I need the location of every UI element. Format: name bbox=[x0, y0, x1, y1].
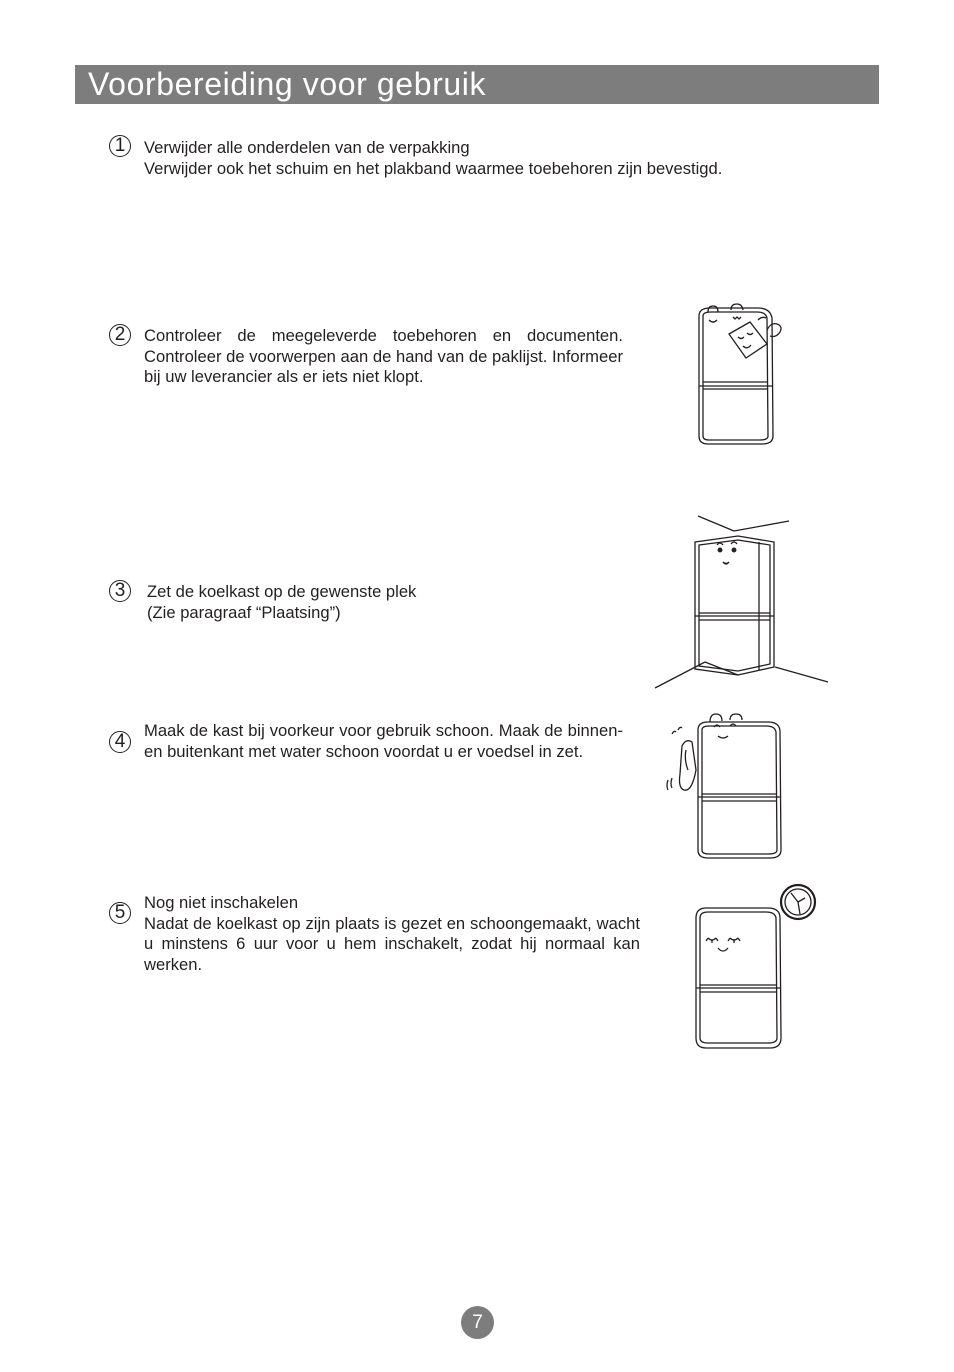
section-title-bar bbox=[75, 65, 879, 104]
page-number-badge: 7 bbox=[461, 1306, 494, 1339]
page-title: Voorbereiding voor gebruik bbox=[88, 66, 487, 102]
step-1-text bbox=[144, 138, 824, 179]
step-5-text bbox=[144, 893, 640, 975]
step-3-line-1: Zet de koelkast op de gewenste plek bbox=[147, 582, 417, 601]
step-5-number: 5 bbox=[109, 902, 131, 924]
step-5-heading: Nog niet inschakelen bbox=[144, 893, 299, 912]
step-1-number: 1 bbox=[109, 135, 131, 157]
fridge-in-corner-illustration bbox=[650, 512, 835, 692]
fridge-waiting-clock-illustration bbox=[690, 878, 825, 1053]
step-2-number: 2 bbox=[109, 324, 131, 346]
fridge-checklist-illustration bbox=[690, 298, 800, 448]
step-3-number: 3 bbox=[109, 580, 131, 602]
step-2-paragraph: Controleer de meegeleverde toebehoren en documenten. Controleer de voorwerpen aan de hand van de paklijst. Informeer bij uw leverancier als er iets niet klopt. bbox=[144, 326, 623, 387]
step-2-text bbox=[144, 326, 623, 388]
step-1-line-2: Verwijder ook het schuim en het plakband waarmee toebehoren zijn bevestigd. bbox=[144, 158, 723, 178]
step-4-text bbox=[144, 721, 623, 762]
step-3-line-2: (Zie paragraaf “Plaatsing”) bbox=[147, 602, 341, 622]
step-5-paragraph: Nadat de koelkast op zijn plaats is gezet en schoongemaakt, wacht u minstens 6 uur voor u hem inschakelt, zodat hij normaal kan werken. bbox=[144, 913, 640, 974]
fridge-cleaning-illustration bbox=[660, 710, 790, 865]
step-4-paragraph: Maak de kast bij voorkeur voor gebruik schoon. Maak de binnen- en buitenkant met water schoon voordat u er voedsel in zet. bbox=[144, 721, 623, 761]
step-4-number: 4 bbox=[109, 731, 131, 753]
step-1-line-1: Verwijder alle onderdelen van de verpakking bbox=[144, 138, 470, 157]
step-3-text bbox=[147, 582, 567, 623]
